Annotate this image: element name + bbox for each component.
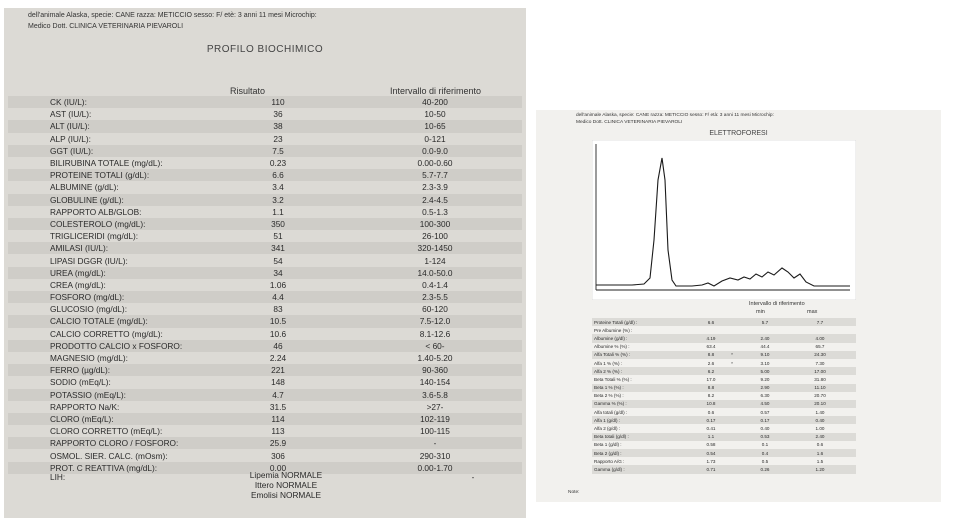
electrophoresis-table <box>592 318 856 474</box>
patient-header: dell'animale Alaska, specie: CANE razza: METICCIO sesso: F/ età: 3 anni 11 mesi Microchip: <box>576 113 774 118</box>
test-name: ALT (IU/L): <box>50 121 90 132</box>
reference-range: 140-154 <box>419 377 451 388</box>
result-value: 1.73 <box>706 458 716 464</box>
table-row <box>8 303 522 315</box>
table-row <box>8 267 522 279</box>
range-min: 0.5 <box>761 458 769 464</box>
reference-range: 3.6-5.8 <box>422 389 448 400</box>
table-row <box>8 181 522 193</box>
table-row <box>8 206 522 218</box>
reference-range: 5.7-7.7 <box>422 170 448 181</box>
result-value: 3.4 <box>272 182 284 193</box>
fraction-name: Pre Albumine (%) : <box>594 327 633 333</box>
result-value: 7.5 <box>272 145 284 156</box>
range-max: 0.40 <box>815 417 825 423</box>
lih-row <box>8 470 522 510</box>
test-name: UREA (mg/dL): <box>50 267 106 278</box>
range-min: 44.4 <box>760 344 770 350</box>
result-value: 221 <box>271 365 285 376</box>
range-column-header: Intervallo di riferimento <box>390 86 482 96</box>
range-min: 0.17 <box>760 417 770 423</box>
test-name: GLOBULINE (g/dL): <box>50 194 124 205</box>
range-max: 31.80 <box>814 376 826 382</box>
table-row <box>8 218 522 230</box>
range-min: 0.1 <box>761 442 769 448</box>
test-name: FOSFORO (mg/dL): <box>50 292 125 303</box>
range-max: 20.70 <box>814 393 826 399</box>
fraction-name: Proteine Totali (g/dl) : <box>594 319 638 325</box>
reference-range: 60-120 <box>422 304 448 315</box>
result-value: 6.6 <box>272 170 284 181</box>
result-value: 0.23 <box>269 158 287 169</box>
electrophoresis-report <box>536 110 941 502</box>
range-min: 4.50 <box>760 401 770 407</box>
lih-range: - <box>471 472 475 482</box>
result-value: 0.54 <box>706 450 716 456</box>
test-name: LIPASI DGGR (IU/L): <box>50 255 128 266</box>
electrophoresis-graph <box>592 140 856 300</box>
result-value: 3.2 <box>272 194 284 205</box>
test-name: ALP (IU/L): <box>50 133 91 144</box>
result-value: 110 <box>271 97 285 108</box>
table-row <box>8 291 522 303</box>
table-row <box>8 315 522 327</box>
result-value: 4.4 <box>272 292 284 303</box>
result-value: 34 <box>273 267 283 278</box>
range-max: 0.6 <box>816 442 824 448</box>
reference-range: 320-1450 <box>417 243 453 254</box>
reference-range: 1.40-5.20 <box>417 353 453 364</box>
reference-range: 7.5-12.0 <box>419 316 451 327</box>
test-name: PRODOTTO CALCIO x FOSFORO: <box>50 340 183 351</box>
test-name: CK (IU/L): <box>50 97 87 108</box>
table-row <box>592 334 856 342</box>
result-value: 63.4 <box>706 344 716 350</box>
test-name: CALCIO CORRETTO (mg/dL): <box>50 328 163 339</box>
result-value: 0.41 <box>706 426 716 432</box>
reference-range: - <box>433 438 437 449</box>
test-name: AST (IU/L): <box>50 109 92 120</box>
result-column-header: Risultato <box>230 86 266 96</box>
test-name: CALCIO TOTALE (mg/dL): <box>50 316 148 327</box>
test-name: GGT (IU/L): <box>50 145 94 156</box>
result-value: 1.1 <box>272 206 284 217</box>
test-name: POTASSIO (mEq/L): <box>50 389 126 400</box>
result-value: 0.58 <box>706 442 716 448</box>
result-value: 0.71 <box>706 466 716 472</box>
table-row <box>8 108 522 120</box>
range-min: 9.20 <box>760 376 770 382</box>
result-value: 1.06 <box>269 279 287 290</box>
reference-range: 8.1-12.6 <box>419 328 451 339</box>
test-name: SODIO (mEq/L): <box>50 377 111 388</box>
table-row <box>8 376 522 388</box>
test-name: CREA (mg/dL): <box>50 279 106 290</box>
fraction-name: Alfa 2 (g/dl) : <box>594 426 621 432</box>
result-value: 10.8 <box>706 401 716 407</box>
reference-range: 10-65 <box>424 121 446 132</box>
reference-range: < 60- <box>425 340 445 351</box>
patient-header: dell'animale Alaska, specie: CANE razza: METICCIO sesso: F/ etè: 3 anni 11 mesi Microchip: <box>28 12 317 19</box>
result-value: 8.8 <box>707 385 715 391</box>
range-max: 7.7 <box>816 319 824 325</box>
result-value: 83 <box>273 304 283 315</box>
fraction-name: Alfa 1 % (%) : <box>594 360 623 366</box>
range-min: 0.53 <box>760 434 770 440</box>
range-max: 2.40 <box>815 434 825 440</box>
result-value: 306 <box>271 450 285 461</box>
table-row <box>8 352 522 364</box>
test-name: RAPPORTO CLORO / FOSFORO: <box>50 438 179 449</box>
result-value: 17.0 <box>706 376 716 382</box>
table-row <box>592 465 856 473</box>
test-name: BILIRUBINA TOTALE (mg/dL): <box>50 158 163 169</box>
range-column-header: Intervallo di riferimento <box>749 301 805 307</box>
result-value: 54 <box>273 255 283 266</box>
range-max: 1.00 <box>815 426 825 432</box>
result-value: 341 <box>271 243 285 254</box>
table-row <box>592 441 856 449</box>
reference-range: 40-200 <box>422 97 448 108</box>
test-name: CLORO CORRETTO (mEq/L): <box>50 426 163 437</box>
table-row <box>8 279 522 291</box>
fraction-name: Beta 2 % (%) : <box>594 393 624 399</box>
fraction-name: Alfa Totali % (%) : <box>594 352 631 358</box>
table-row <box>592 326 856 334</box>
range-min: 5.00 <box>760 368 770 374</box>
table-row <box>592 367 856 375</box>
result-value: 51 <box>273 231 283 242</box>
range-max: 65.7 <box>815 344 825 350</box>
reference-range: 2.3-3.9 <box>422 182 448 193</box>
range-max: 11.10 <box>814 385 826 391</box>
reference-range: 2.3-5.5 <box>422 292 448 303</box>
reference-range: 0.5-1.3 <box>422 206 448 217</box>
reference-range: 2.4-4.5 <box>422 194 448 205</box>
out-of-range-flag: * <box>731 360 733 366</box>
result-value: 38 <box>273 121 283 132</box>
table-row <box>592 408 856 416</box>
result-value: 0.6 <box>707 409 715 415</box>
test-name: GLUCOSIO (mg/dL): <box>50 304 127 315</box>
range-max: 7.30 <box>815 360 825 366</box>
fraction-name: Beta Totali % (%) : <box>594 376 632 382</box>
report-title: ELETTROFORESI <box>709 130 768 137</box>
fraction-name: Albumine (g/dl) : <box>594 335 628 341</box>
fraction-name: Beta 2 (g/dl) : <box>594 450 622 456</box>
fraction-name: Beta totali (g/dl) : <box>594 434 629 440</box>
test-name: RAPPORTO ALB/GLOB: <box>50 206 142 217</box>
fraction-name: Alfa 1 (g/dl) : <box>594 417 621 423</box>
result-value: 113 <box>271 426 285 437</box>
table-row <box>8 413 522 425</box>
table-row <box>592 384 856 392</box>
table-row <box>592 400 856 408</box>
table-row <box>8 169 522 181</box>
min-column-header: min <box>756 309 765 315</box>
range-min: 6.30 <box>760 393 770 399</box>
fraction-name: Gamma (g/dl) : <box>594 466 625 472</box>
reference-range: >27- <box>426 401 444 412</box>
range-max: 24.30 <box>814 352 826 358</box>
table-row <box>8 145 522 157</box>
range-max: 20.10 <box>814 401 826 407</box>
graph-frame <box>592 140 856 300</box>
range-max: 17.00 <box>814 368 826 374</box>
result-value: 0.00 <box>269 462 287 473</box>
result-value: 0.17 <box>706 417 716 423</box>
result-value: 8.2 <box>707 393 715 399</box>
range-max: 1.20 <box>815 466 825 472</box>
biochemistry-table <box>8 96 522 474</box>
table-row <box>8 194 522 206</box>
result-value: 4.7 <box>272 389 284 400</box>
result-value: 6.2 <box>707 368 715 374</box>
result-value: 25.9 <box>269 438 287 449</box>
table-row <box>8 157 522 169</box>
fraction-name: Alfa 2 % (%) : <box>594 368 623 374</box>
result-value: 10.5 <box>269 316 287 327</box>
fraction-name: Rapporto A/G : <box>594 458 625 464</box>
table-row <box>592 351 856 359</box>
table-row <box>592 416 856 424</box>
test-name: PROTEINE TOTALI (g/dL): <box>50 170 150 181</box>
reference-range: 0.0-9.0 <box>422 145 448 156</box>
doctor-header: Medico Dott. CLINICA VETERINARIA PIEVAROLI <box>28 23 184 30</box>
test-name: CLORO (mEq/L): <box>50 413 114 424</box>
table-row <box>592 375 856 383</box>
result-value: 4.19 <box>706 335 716 341</box>
table-row <box>592 343 856 351</box>
result-value: 1.1 <box>707 434 715 440</box>
test-name: AMILASI (IU/L): <box>50 243 109 254</box>
result-value: 10.6 <box>269 328 287 339</box>
reference-range: 90-360 <box>422 365 448 376</box>
result-value: 350 <box>271 218 285 229</box>
reference-range: 0-121 <box>424 133 446 144</box>
range-min: 0.4 <box>761 450 769 456</box>
biochemistry-report <box>4 8 526 518</box>
result-value: 23 <box>273 133 283 144</box>
test-name: TRIGLICERIDI (mg/dL): <box>50 231 139 242</box>
table-row <box>8 340 522 352</box>
reference-range: 1-124 <box>424 255 446 266</box>
table-row <box>592 449 856 457</box>
note-label: Note: <box>568 490 580 495</box>
fraction-name: Gamma % (%) : <box>594 401 627 407</box>
test-name: RAPPORTO Na/K: <box>50 401 120 412</box>
table-row <box>8 133 522 145</box>
result-value: 148 <box>271 377 285 388</box>
result-value: 2.24 <box>269 353 287 364</box>
fraction-name: Beta 1 (g/dl) : <box>594 442 622 448</box>
ittero-value: Ittero NORMALE <box>254 480 318 490</box>
lih-label: LIH: <box>50 472 66 482</box>
reference-range: 100-300 <box>419 218 451 229</box>
result-value: 114 <box>271 413 285 424</box>
reference-range: 26-100 <box>422 231 448 242</box>
result-value: 8.8 <box>707 352 715 358</box>
result-value: 2.6 <box>707 360 715 366</box>
table-row <box>592 318 856 326</box>
result-value: 36 <box>273 109 283 120</box>
range-min: 9.10 <box>760 352 770 358</box>
fraction-name: Alfa totali (g/dl) : <box>594 409 628 415</box>
table-row <box>592 359 856 367</box>
range-min: 0.26 <box>760 466 770 472</box>
emolisi-value: Emolisi NORMALE <box>250 490 322 500</box>
reference-range: 0.00-1.70 <box>417 462 453 473</box>
table-row <box>592 392 856 400</box>
reference-range: 0.00-0.60 <box>417 158 453 169</box>
doctor-header: Medico Dott. CLINICA VETERINARIA PIEVAROLI <box>576 120 683 125</box>
test-name: OSMOL. SIER. CALC. (mOsm): <box>50 450 168 461</box>
table-row <box>8 120 522 132</box>
table-row <box>8 230 522 242</box>
reference-range: 102-119 <box>420 413 450 424</box>
reference-range: 0.4-1.4 <box>422 279 448 290</box>
table-row <box>8 364 522 376</box>
range-min: 2.90 <box>760 385 770 391</box>
table-row <box>8 254 522 266</box>
report-title: PROFILO BIOCHIMICO <box>206 44 324 55</box>
test-name: ALBUMINE (g/dL): <box>50 182 119 193</box>
range-max: 1.40 <box>815 409 825 415</box>
table-row <box>8 425 522 437</box>
reference-range: 10-50 <box>424 109 446 120</box>
fraction-name: Beta 1 % (%) : <box>594 385 624 391</box>
max-column-header: max <box>807 309 818 315</box>
test-name: PROT. C REATTIVA (mg/dL): <box>50 462 158 473</box>
result-value: 46 <box>273 340 283 351</box>
table-row <box>8 449 522 461</box>
table-row <box>8 242 522 254</box>
table-row <box>592 433 856 441</box>
range-min: 3.10 <box>760 360 770 366</box>
range-min: 0.57 <box>760 409 770 415</box>
range-min: 5.7 <box>761 319 769 325</box>
table-row <box>8 328 522 340</box>
range-min: 0.40 <box>760 426 770 432</box>
table-row <box>592 424 856 432</box>
lipemia-value: Lipemia NORMALE <box>249 470 323 480</box>
range-min: 2.40 <box>760 335 770 341</box>
table-row <box>8 437 522 449</box>
test-name: FERRO (µg/dL): <box>50 365 111 376</box>
table-row <box>8 389 522 401</box>
table-row <box>8 96 522 108</box>
out-of-range-flag: * <box>731 352 733 358</box>
range-max: 1.6 <box>816 450 824 456</box>
table-row <box>592 457 856 465</box>
test-name: COLESTEROLO (mg/dL): <box>50 218 146 229</box>
fraction-name: Albumine % (%) : <box>594 344 630 350</box>
reference-range: 100-115 <box>420 426 450 437</box>
result-value: 31.5 <box>269 401 287 412</box>
range-max: 4.00 <box>815 335 825 341</box>
range-max: 1.5 <box>816 458 824 464</box>
reference-range: 290-310 <box>419 450 451 461</box>
result-value: 6.6 <box>707 319 715 325</box>
table-row <box>8 401 522 413</box>
reference-range: 14.0-50.0 <box>417 267 453 278</box>
test-name: MAGNESIO (mg/dL): <box>50 353 128 364</box>
